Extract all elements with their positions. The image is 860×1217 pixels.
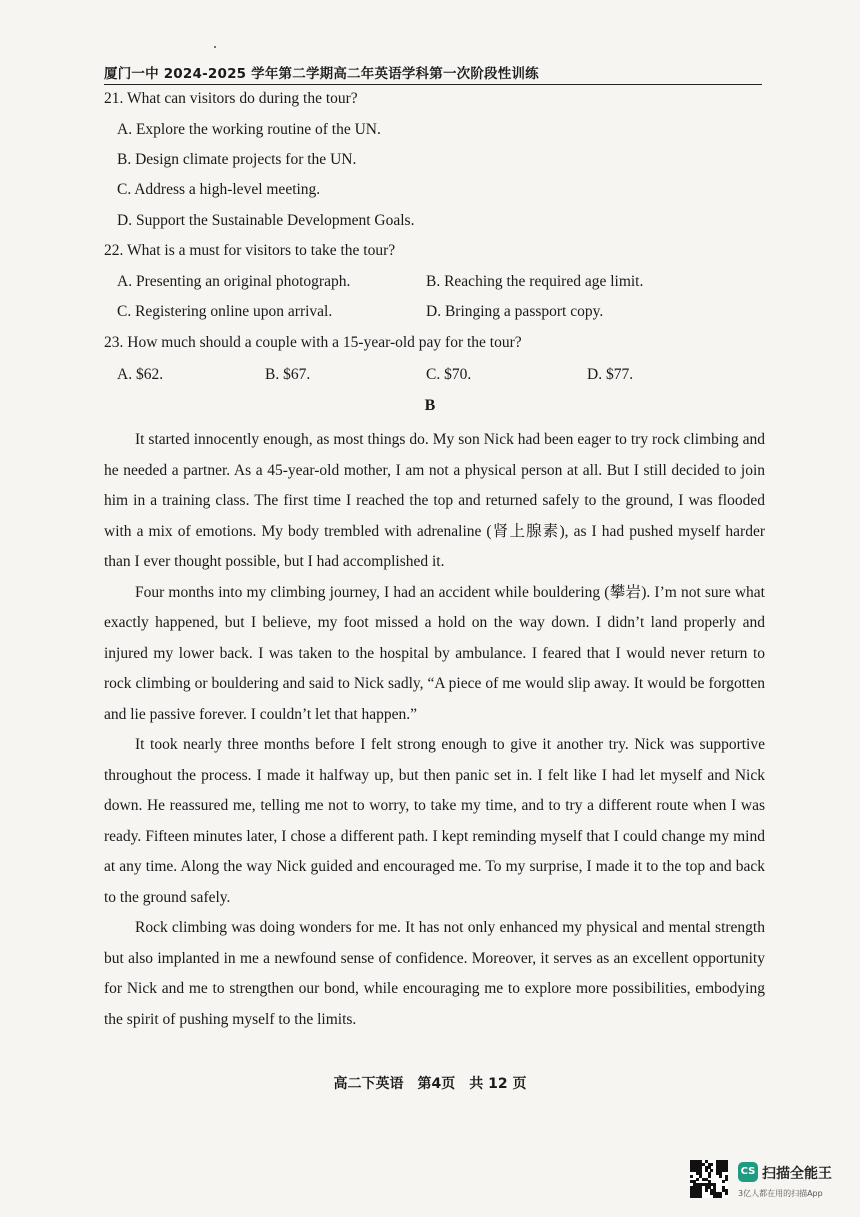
section-b-heading: B [424, 397, 436, 414]
question-22-stem: 22. What is a must for visitors to take the tour? [104, 242, 396, 259]
question-21-option-b: B. Design climate projects for the UN. [117, 151, 357, 168]
camscanner-logo-icon: CS [738, 1162, 758, 1182]
passage-paragraph: It took nearly three months before I felt strong enough to give it another try. Nick was supportive throughout the process. I made it halfway up, but then panic set in. I felt like I had let myself and Nick down. He reassured me, telling me not to worry, to take my time, and to try a different route when I was ready. Fifteen minutes later, I chose a different path. I kept reminding myself that I could change my mind at any time. Along the way Nick guided and encouraged me. To my surprise, I made it to the top and back to the ground safely. [104, 736, 765, 906]
question-21-option-a: A. Explore the working routine of the UN. [117, 121, 381, 138]
page-header: 厦门一中 2024-2025 学年第二学期高二年英语学科第一次阶段性训练 [104, 62, 762, 85]
question-21-stem: 21. What can visitors do during the tour? [104, 90, 358, 107]
reading-passage-b [104, 425, 765, 1035]
passage-paragraph: Rock climbing was doing wonders for me. It has not only enhanced my physical and mental strength but also implanted in me a newfound sense of confidence. Moreover, it serves as an excellent opportunity for Nick and me to strengthen our bond, while encouraging me to explore more possibilities, embodying the spirit of pushing myself to the limits. [104, 919, 765, 1028]
scanner-app-name: 扫描全能王 [762, 1166, 832, 1182]
question-21-option-c: C. Address a high-level meeting. [117, 181, 321, 198]
passage-paragraph: Four months into my climbing journey, I had an accident while bouldering (攀岩). I’m not sure what exactly happened, but I believe, my foot missed a hold on the way down. I didn’t land properly and injured my lower back. I was taken to the hospital by ambulance. I feared that I would never return to rock climbing or bouldering and said to Nick sadly, “A piece of me would slip away. It would be forgotten and lie passive forever. I couldn’t let that happen.” [104, 583, 765, 723]
question-23-option-b: B. $67. [265, 366, 311, 383]
page-footer: 高二下英语 第4页 共 12 页 [333, 1076, 527, 1092]
question-23-stem: 23. How much should a couple with a 15-year-old pay for the tour? [104, 334, 522, 351]
question-22-option-a: A. Presenting an original photograph. [117, 273, 351, 290]
question-23-option-c: C. $70. [426, 366, 472, 383]
question-22-option-c: C. Registering online upon arrival. [117, 303, 333, 320]
passage-paragraph: It started innocently enough, as most things do. My son Nick had been eager to try rock climbing and he needed a partner. As a 45-year-old mother, I am not a physical person at all. But I still decided to join him in a training class. The first time I reached the top and returned safely to the ground, I was flooded with a mix of emotions. My body trembled with adrenaline (肾上腺素), as I had pushed myself harder than I ever thought possible, but I had accomplished it. [104, 431, 765, 570]
question-22-option-d: D. Bringing a passport copy. [426, 303, 604, 320]
question-22-option-b: B. Reaching the required age limit. [426, 273, 644, 290]
qr-code-icon [690, 1160, 728, 1198]
scanner-tagline: 3亿人都在用的扫描App [738, 1189, 823, 1198]
scan-speck [214, 46, 216, 48]
question-21-option-d: D. Support the Sustainable Development Goals. [117, 212, 415, 229]
question-23-option-a: A. $62. [117, 366, 164, 383]
question-23-option-d: D. $77. [587, 366, 634, 383]
